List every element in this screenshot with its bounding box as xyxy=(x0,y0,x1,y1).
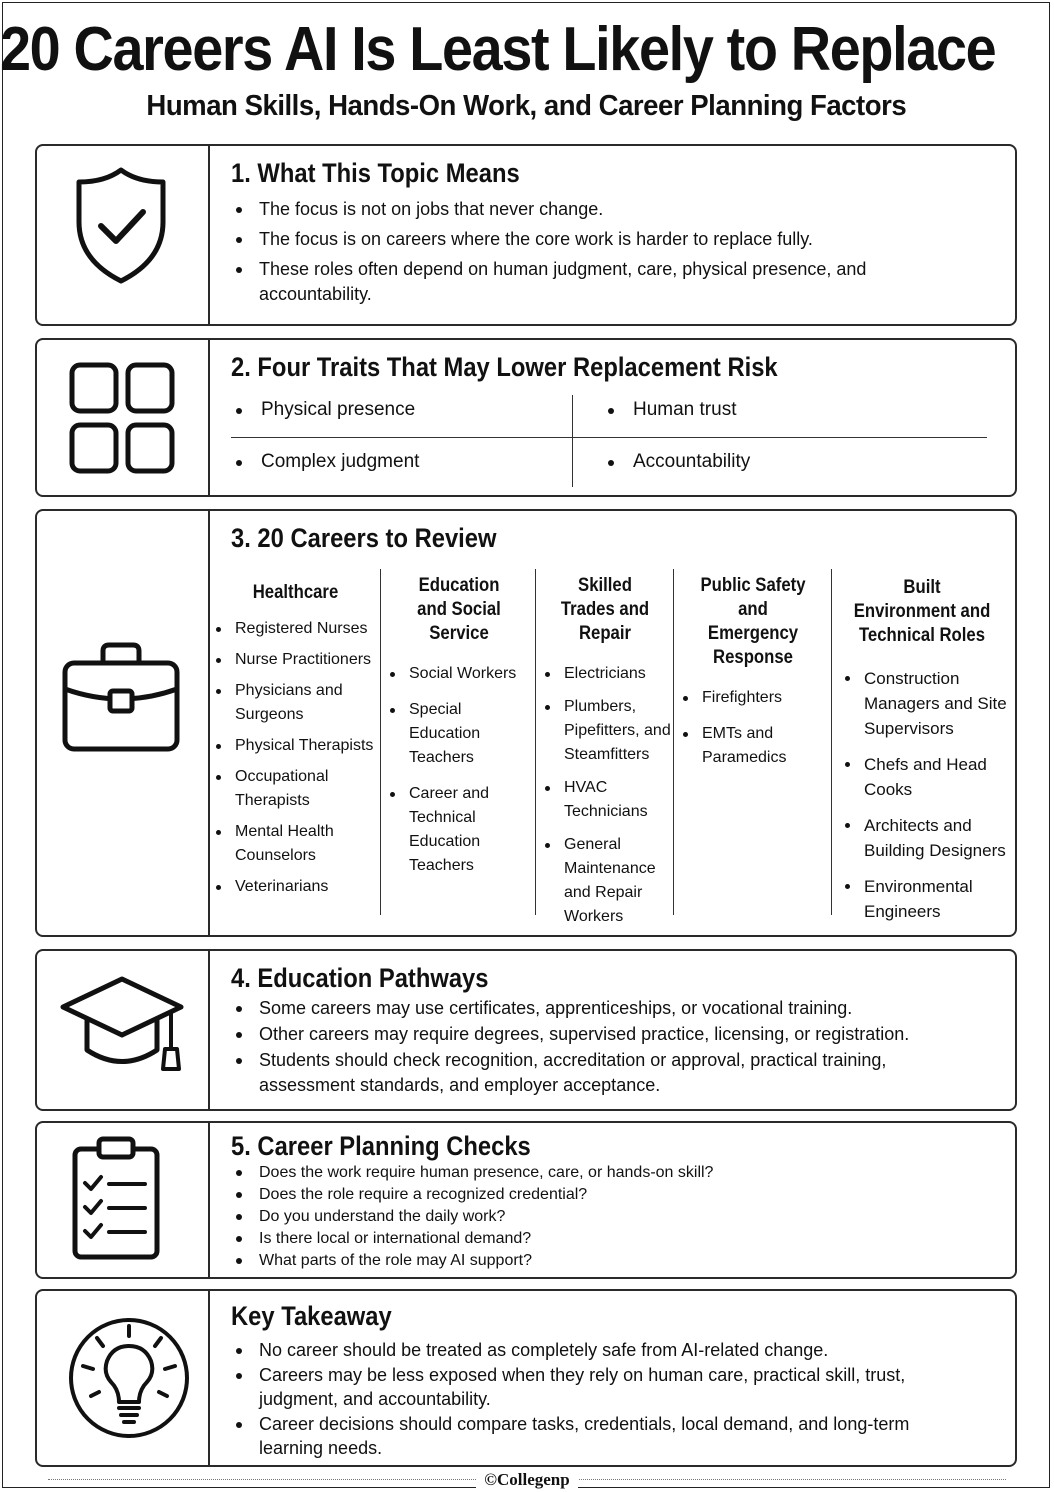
page-subtitle: Human Skills, Hands-On Work, and Career Planning Factors xyxy=(146,90,907,122)
list-item: General Maintenance and Repair Workers xyxy=(542,833,674,929)
traits-grid xyxy=(231,395,987,487)
section-content xyxy=(231,1131,995,1272)
section-title: 5. Career Planning Checks xyxy=(231,1131,531,1161)
icon-column xyxy=(37,951,210,1109)
section-content xyxy=(231,352,995,487)
section-content xyxy=(231,158,995,307)
graduation-cap-icon xyxy=(59,975,185,1075)
trait-item: Human trust xyxy=(603,399,736,421)
career-column-education xyxy=(380,569,536,915)
page-title: 20 Careers AI Is Least Likely to Replace xyxy=(0,15,996,84)
career-column-built-environment xyxy=(831,569,1012,921)
list-item: Veterinarians xyxy=(213,875,378,899)
career-column-public-safety xyxy=(673,569,832,915)
bullet-list xyxy=(231,996,931,1098)
footer xyxy=(48,1470,1006,1490)
footer-credit: ©Collegenp xyxy=(476,1470,577,1489)
trait-item: Physical presence xyxy=(231,399,415,421)
list-item: No career should be treated as completely safe from AI-related change. xyxy=(231,1338,911,1363)
clipboard-checklist-icon xyxy=(71,1135,161,1261)
list-item: Plumbers, Pipefitters, and Steamfitters xyxy=(542,695,674,767)
list-item: The focus is not on jobs that never change. xyxy=(231,197,911,222)
career-list xyxy=(674,686,832,770)
column-heading: Public Safety and Emergency Response xyxy=(700,575,806,668)
grid-divider-horizontal xyxy=(231,437,987,438)
list-item: Construction Managers and Site Supervisors xyxy=(842,666,1012,741)
list-item: Other careers may require degrees, supervised practice, licensing, or registration. xyxy=(231,1022,931,1047)
list-item: Physicians and Surgeons xyxy=(213,679,378,727)
lightbulb-icon xyxy=(67,1316,191,1440)
four-squares-icon xyxy=(69,362,175,474)
career-list xyxy=(213,617,378,899)
bullet-list xyxy=(231,1338,911,1461)
section-careers-to-review xyxy=(35,509,1017,937)
column-heading: Skilled Trades and Repair xyxy=(560,575,650,644)
section-title: 3. 20 Careers to Review xyxy=(231,523,497,553)
list-item: Electricians xyxy=(542,662,674,686)
section-title: Key Takeaway xyxy=(231,1301,392,1331)
section-what-this-topic-means xyxy=(35,144,1017,326)
list-item: Special Education Teachers xyxy=(387,698,536,770)
icon-column xyxy=(37,340,210,495)
career-list xyxy=(832,666,1012,924)
careers-table xyxy=(213,569,1007,925)
section-content xyxy=(231,963,995,1098)
list-item: Physical Therapists xyxy=(213,734,378,758)
column-heading: Healthcare xyxy=(252,582,339,603)
section-four-traits xyxy=(35,338,1017,497)
career-list xyxy=(536,662,674,929)
list-item: EMTs and Paramedics xyxy=(680,722,832,770)
icon-column xyxy=(37,511,210,935)
section-content xyxy=(231,1301,995,1461)
shield-check-icon xyxy=(73,166,169,286)
trait-item: Accountability xyxy=(603,451,750,473)
list-item: Nurse Practitioners xyxy=(213,648,378,672)
list-item: Social Workers xyxy=(387,662,536,686)
list-item: Architects and Building Designers xyxy=(842,813,1012,863)
list-item: Environmental Engineers xyxy=(842,874,1012,924)
list-item: Careers may be less exposed when they rely on human care, practical skill, trust, judgment, and accountability. xyxy=(231,1363,911,1412)
list-item: Some careers may use certificates, apprenticeships, or vocational training. xyxy=(231,996,931,1021)
list-item: Students should check recognition, accreditation or approval, practical training, assessment standards, and employer acceptance. xyxy=(231,1048,931,1098)
briefcase-icon xyxy=(61,641,181,753)
career-column-healthcare xyxy=(213,569,378,915)
column-heading: Built Environment and Technical Roles xyxy=(853,577,991,646)
trait-item: Complex judgment xyxy=(231,451,419,473)
list-item: Registered Nurses xyxy=(213,617,378,641)
career-list xyxy=(381,662,536,878)
list-item: Occupational Therapists xyxy=(213,765,378,813)
list-item: What parts of the role may AI support? xyxy=(231,1250,995,1272)
bullet-list xyxy=(231,197,911,307)
icon-column xyxy=(37,1123,210,1277)
section-key-takeaway xyxy=(35,1289,1017,1467)
section-title: 2. Four Traits That May Lower Replacement Risk xyxy=(231,352,778,382)
list-item: Does the work require human presence, care, or hands-on skill? xyxy=(231,1162,995,1184)
list-item: HVAC Technicians xyxy=(542,776,674,824)
list-item: Chefs and Head Cooks xyxy=(842,752,1012,802)
column-heading: Education and Social Service xyxy=(416,575,501,644)
section-content xyxy=(231,523,995,554)
list-item: Career and Technical Education Teachers xyxy=(387,782,536,878)
list-item: The focus is on careers where the core work is harder to replace fully. xyxy=(231,227,911,252)
list-item: These roles often depend on human judgment, care, physical presence, and accountability. xyxy=(231,257,911,307)
list-item: Is there local or international demand? xyxy=(231,1228,995,1250)
section-education-pathways xyxy=(35,949,1017,1111)
list-item: Mental Health Counselors xyxy=(213,820,378,868)
list-item: Does the role require a recognized credential? xyxy=(231,1184,995,1206)
section-career-planning-checks xyxy=(35,1121,1017,1279)
bullet-list xyxy=(231,1162,995,1272)
career-column-skilled-trades xyxy=(535,569,674,925)
icon-column xyxy=(37,1291,210,1465)
grid-divider-vertical xyxy=(572,395,573,487)
section-title: 1. What This Topic Means xyxy=(231,158,520,188)
list-item: Do you understand the daily work? xyxy=(231,1206,995,1228)
section-title: 4. Education Pathways xyxy=(231,963,489,993)
icon-column xyxy=(37,146,210,324)
list-item: Firefighters xyxy=(680,686,832,710)
list-item: Career decisions should compare tasks, credentials, local demand, and long-term learning needs. xyxy=(231,1412,911,1461)
